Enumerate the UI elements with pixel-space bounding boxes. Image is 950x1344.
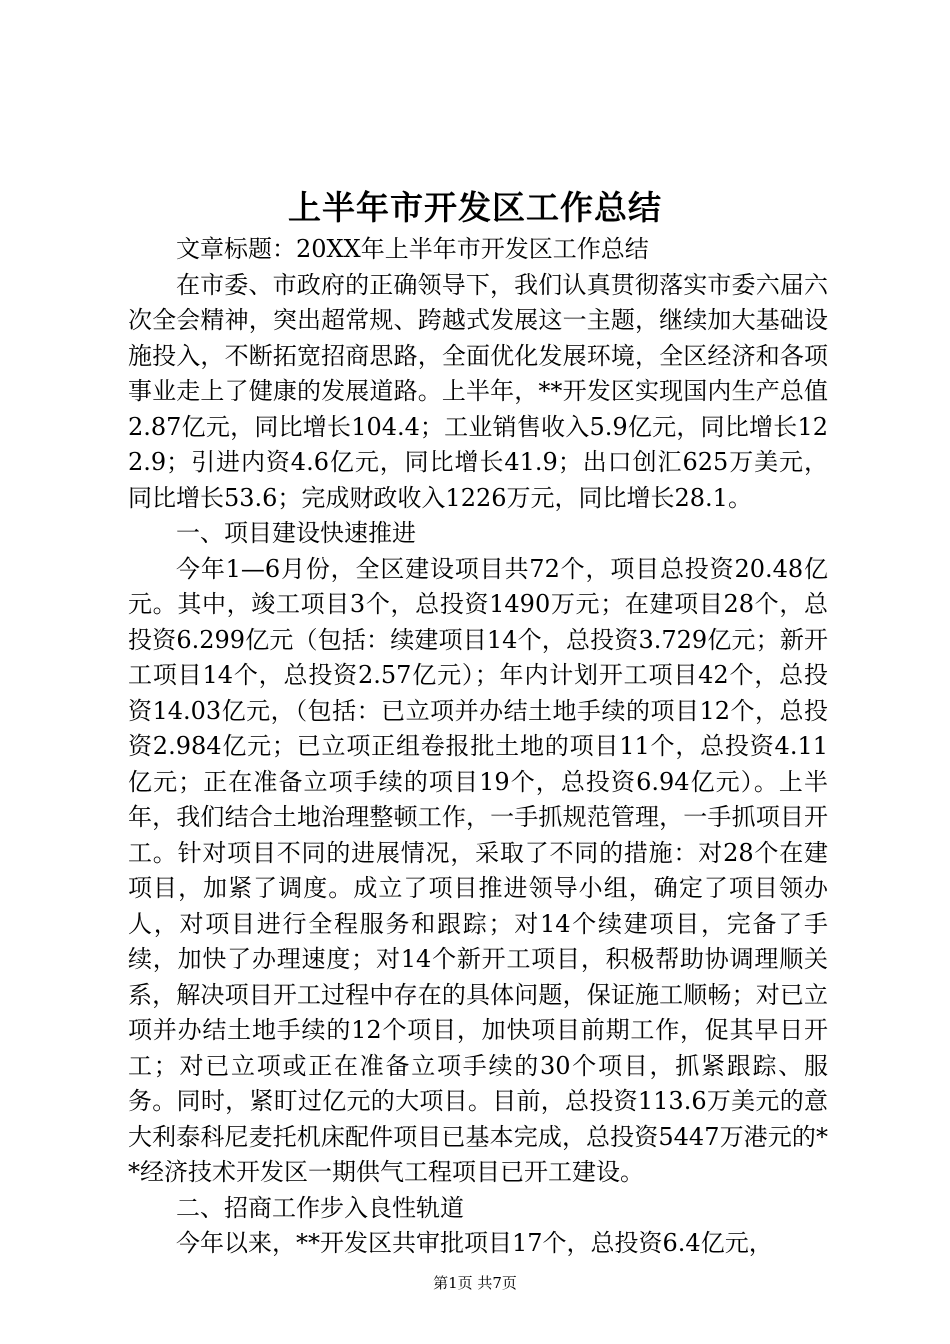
page-footer: 第1页 共7页 xyxy=(433,1274,517,1292)
document-title: 上半年市开发区工作总结 xyxy=(288,188,662,227)
article-title-line: 文章标题：20XX年上半年市开发区工作总结 xyxy=(176,235,649,263)
document-body xyxy=(128,232,828,1262)
section-heading-2: 二、招商工作步入良性轨道 xyxy=(176,1193,464,1222)
section-heading-1: 一、项目建设快速推进 xyxy=(176,519,416,547)
section-2-paragraph: 今年以来，**开发区共审批项目17个，总投资6.4亿元， xyxy=(176,1229,773,1257)
intro-paragraph: 在市委、市政府的正确领导下，我们认真贯彻落实市委六届六次全会精神，突出超常规、跨越式发展这一主题，继续加大基础设施投入，不断拓宽招商思路，全面优化发展环境，全区经济和各项事业走上了健康的发展道路。上半年，**开发区实现国内生产总值2.87亿元，同比增长104.4；工业销售收入5.9亿元，同比增长122.9；引进内资4.6亿元，同比增长41.9；出口创汇625万美元，同比增长53.6；完成财政收入1226万元，同比增长28.1。 xyxy=(128,270,828,512)
section-1-paragraph: 今年1—6月份，全区建设项目共72个，项目总投资20.48亿元。其中，竣工项目3个，总投资1490万元；在建项目28个，总投资6.299亿元（包括：续建项目14个，总投资3.729亿元；新开工项目14个，总投资2.57亿元）；年内计划开工项目42个，总投资14.03亿元，（包括：已立项并办结土地手续的项目12个，总投资2.984亿元；已立项正组卷报批土地的项目11个，总投资4.11亿元；正在准备立项手续的项目19个，总投资6.94亿元）。上半年，我们结合土地治理整顿工作，一手抓规范管理，一手抓项目开工。针对项目不同的进展情况，采取了不同的措施：对28个在建项目，加紧了调度。成立了项目推进领导小组，确定了项目领办人，对项目进行全程服务和跟踪；对14个续建项目，完备了手续，加快了办理速度；对14个新开工项目，积极帮助协调理顺关系，解决项目开工过程中存在的具体问题，保证施工顺畅；对已立项并办结土地手续的12个项目，加快项目前期工作，促其早日开工；对已立项或正在准备立项手续的30个项目，抓紧跟踪、服务。同时，紧盯过亿元的大项目。目前，总投资113.6万美元的意大利泰科尼麦托机床配件项目已基本完成，总投资5447万港元的**经济技术开发区一期供气工程项目已开工建设。 xyxy=(128,554,828,1186)
